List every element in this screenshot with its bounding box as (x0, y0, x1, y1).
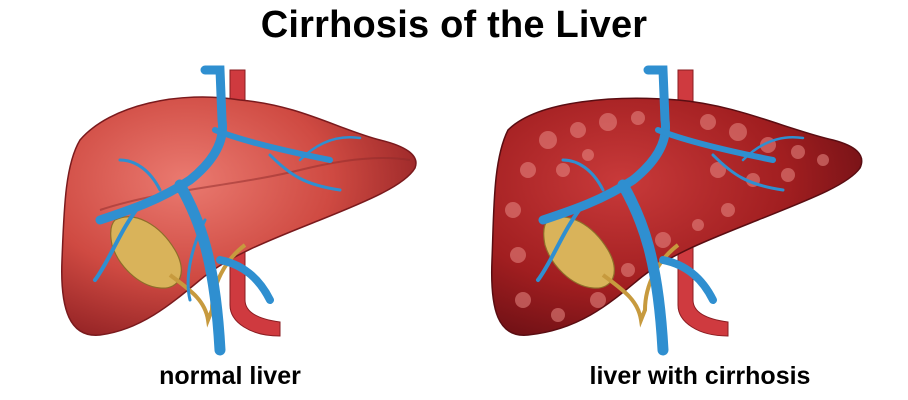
normal-liver-illustration (40, 60, 440, 360)
normal-liver-caption: normal liver (159, 362, 301, 390)
cirrhosis-liver-caption: liver with cirrhosis (589, 362, 811, 390)
cirrhosis-liver-illustration (468, 60, 868, 360)
diagram-title: Cirrhosis of the Liver (260, 4, 648, 46)
